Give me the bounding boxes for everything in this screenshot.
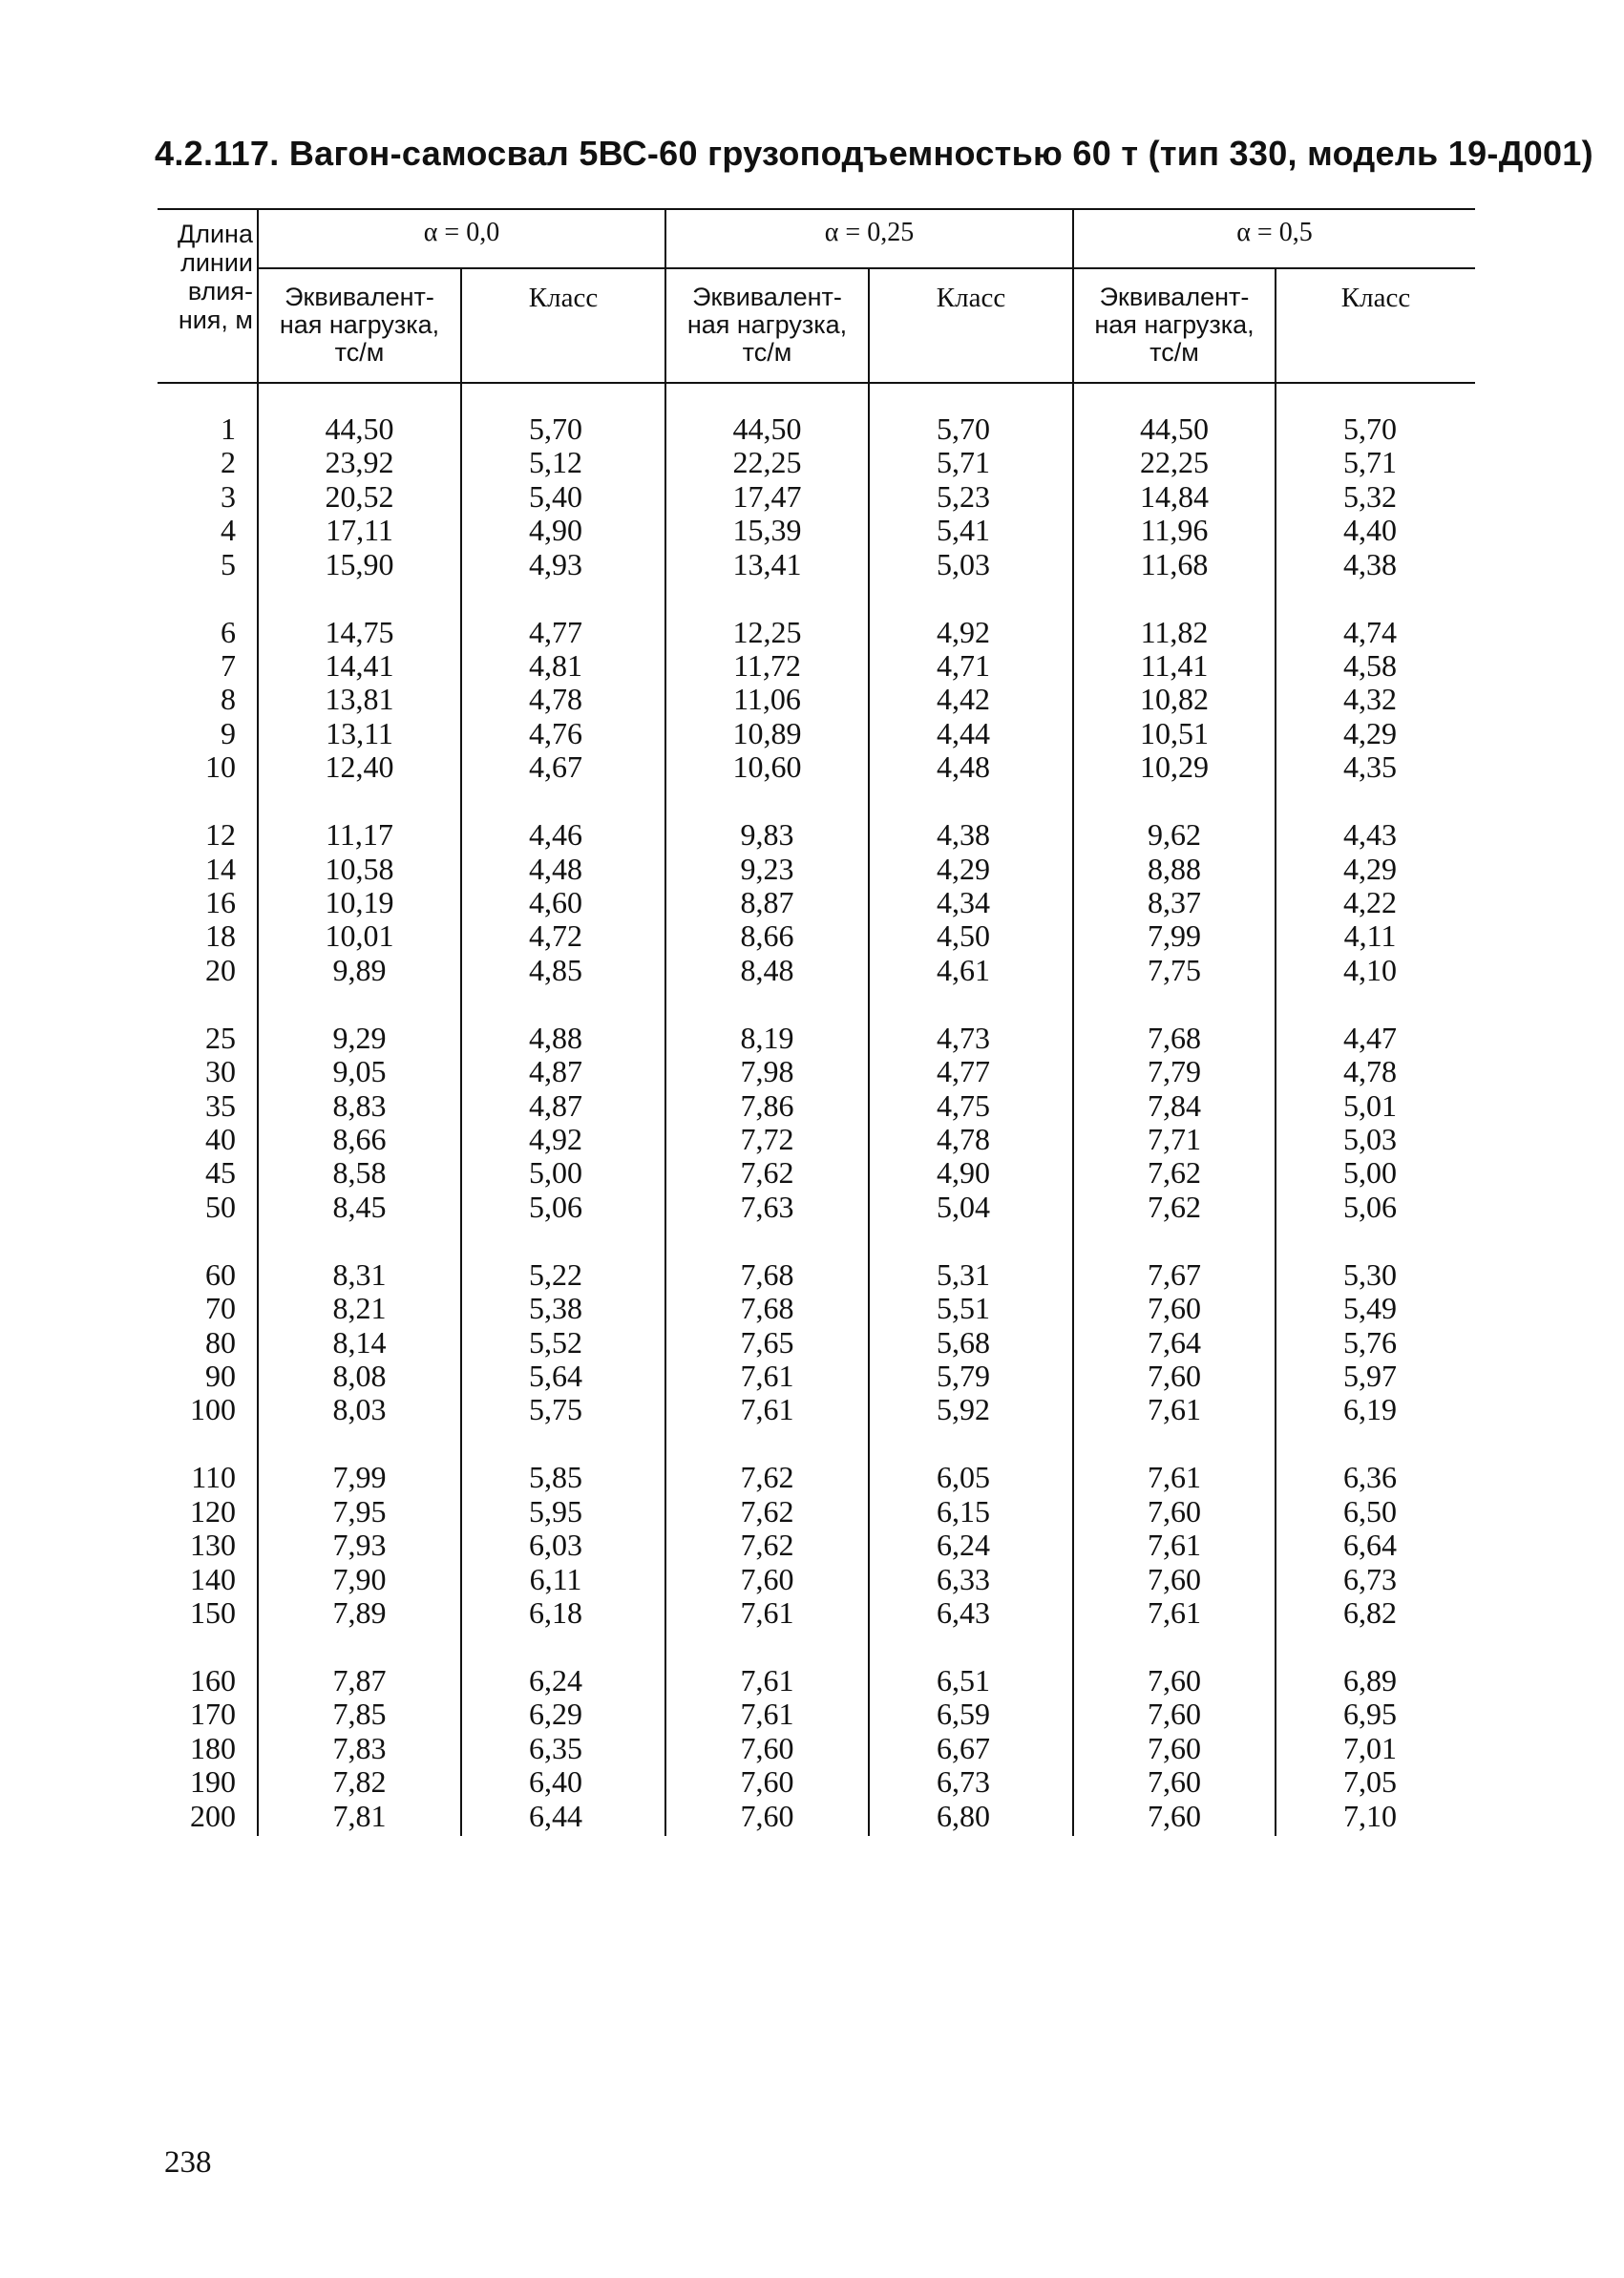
length-cell: 170 [190, 1697, 236, 1732]
equivalent-load-cell: 7,95 [332, 1493, 387, 1529]
equivalent-load-cell: 7,89 [332, 1595, 387, 1630]
equivalent-load-cell: 11,06 [733, 682, 801, 717]
equivalent-load-cell: 7,60 [740, 1798, 794, 1833]
equivalent-load-cell: 22,25 [1140, 445, 1209, 480]
equivalent-load-cell: 7,61 [1148, 1595, 1201, 1630]
header-line: тс/м [742, 338, 792, 367]
class-cell: 6,64 [1343, 1528, 1397, 1563]
equivalent-load-cell: 11,96 [1140, 513, 1209, 548]
equivalent-load-cell: 7,62 [740, 1493, 794, 1529]
class-cell: 4,40 [1343, 513, 1397, 548]
class-cell: 4,29 [1343, 715, 1397, 750]
equivalent-load-cell: 7,61 [740, 1359, 794, 1393]
equivalent-load-cell: 7,86 [740, 1087, 794, 1123]
class-cell: 6,05 [937, 1460, 990, 1495]
equivalent-load-cell: 8,66 [740, 918, 794, 954]
length-cell: 7 [221, 648, 236, 683]
class-cell: 6,24 [529, 1663, 582, 1698]
length-header-line: влия- [187, 277, 253, 306]
equivalent-load-header [259, 284, 460, 367]
class-cell: 5,79 [937, 1359, 990, 1393]
equivalent-load-cell: 7,62 [740, 1155, 794, 1191]
class-header: Класс [528, 283, 599, 313]
equivalent-load-cell: 7,61 [740, 1663, 794, 1698]
equivalent-load-cell: 7,62 [740, 1460, 794, 1495]
class-cell: 4,29 [1343, 851, 1397, 886]
class-cell: 6,40 [529, 1764, 582, 1800]
equivalent-load-cell: 7,61 [1148, 1392, 1201, 1427]
equivalent-load-cell: 7,81 [332, 1798, 387, 1833]
class-cell: 4,90 [529, 513, 582, 548]
header-line: тс/м [334, 338, 385, 367]
length-cell: 16 [205, 885, 236, 919]
class-cell: 4,43 [1343, 817, 1397, 853]
equivalent-load-cell: 7,63 [740, 1189, 794, 1224]
equivalent-load-cell: 7,71 [1148, 1122, 1201, 1156]
class-cell: 4,67 [529, 749, 582, 785]
header-line: Эквивалент- [1099, 283, 1250, 311]
length-header-line: ния, м [178, 306, 253, 334]
equivalent-load-cell: 7,98 [740, 1054, 794, 1089]
equivalent-load-cell: 7,90 [332, 1561, 387, 1596]
equivalent-load-cell: 7,75 [1148, 952, 1201, 987]
alpha-group-header: α = 0,0 [423, 218, 500, 247]
equivalent-load-cell: 7,61 [740, 1595, 794, 1630]
equivalent-load-cell: 8,31 [332, 1256, 387, 1292]
class-cell: 5,49 [1343, 1291, 1397, 1326]
class-cell: 4,81 [529, 648, 582, 683]
class-cell: 5,40 [529, 478, 582, 514]
equivalent-load-cell: 44,50 [732, 411, 802, 446]
equivalent-load-cell: 7,60 [1148, 1798, 1201, 1833]
class-cell: 4,47 [1343, 1020, 1397, 1055]
class-cell: 4,75 [937, 1087, 990, 1123]
class-cell: 4,42 [937, 682, 990, 717]
equivalent-load-cell: 22,25 [732, 445, 802, 480]
equivalent-load-cell: 9,89 [332, 952, 387, 987]
class-cell: 4,71 [937, 648, 990, 683]
equivalent-load-cell: 7,60 [740, 1561, 794, 1596]
class-cell: 5,30 [1343, 1256, 1397, 1292]
equivalent-load-cell: 7,85 [332, 1697, 387, 1732]
equivalent-load-cell: 7,62 [1148, 1189, 1201, 1224]
class-cell: 5,41 [937, 513, 990, 548]
length-cell: 6 [221, 614, 236, 649]
equivalent-load-cell: 7,60 [740, 1764, 794, 1800]
length-cell: 120 [190, 1493, 236, 1529]
length-cell: 160 [190, 1663, 236, 1698]
equivalent-load-cell: 7,60 [1148, 1663, 1201, 1698]
class-cell: 6,73 [1343, 1561, 1397, 1596]
class-cell: 4,48 [529, 851, 582, 886]
length-cell: 100 [190, 1392, 236, 1427]
equivalent-load-cell: 13,81 [325, 682, 394, 717]
class-cell: 5,71 [1343, 445, 1397, 480]
length-cell: 1 [221, 411, 236, 446]
class-cell: 6,89 [1343, 1663, 1397, 1698]
equivalent-load-cell: 8,87 [740, 885, 794, 919]
class-cell: 5,06 [1343, 1189, 1397, 1224]
class-cell: 5,75 [529, 1392, 582, 1427]
page-number: 238 [164, 2145, 212, 2180]
class-cell: 5,68 [937, 1324, 990, 1360]
class-cell: 4,44 [937, 715, 990, 750]
equivalent-load-cell: 10,58 [325, 851, 394, 886]
page-title: 4.2.117. Вагон-самосвал 5ВС-60 грузоподъемностью 60 т (тип 330, модель 19-Д001) [155, 134, 1593, 173]
class-cell: 6,82 [1343, 1595, 1397, 1630]
equivalent-load-cell: 7,65 [740, 1324, 794, 1360]
equivalent-load-cell: 7,64 [1148, 1324, 1201, 1360]
class-cell: 5,76 [1343, 1324, 1397, 1360]
class-cell: 6,43 [937, 1595, 990, 1630]
class-cell: 4,87 [529, 1054, 582, 1089]
length-cell: 40 [205, 1122, 236, 1156]
equivalent-load-cell: 10,19 [325, 885, 394, 919]
equivalent-load-cell: 8,88 [1148, 851, 1201, 886]
length-header [158, 220, 253, 334]
class-cell: 4,76 [529, 715, 582, 750]
header-bottom-rule [158, 382, 1475, 384]
length-cell: 8 [221, 682, 236, 717]
alpha-group-header: α = 0,25 [824, 218, 915, 247]
class-cell: 4,77 [529, 614, 582, 649]
equivalent-load-cell: 8,66 [332, 1122, 387, 1156]
equivalent-load-cell: 12,25 [732, 614, 802, 649]
class-cell: 4,85 [529, 952, 582, 987]
equivalent-load-cell: 7,93 [332, 1528, 387, 1563]
length-cell: 130 [190, 1528, 236, 1563]
class-cell: 4,48 [937, 749, 990, 785]
equivalent-load-cell: 14,84 [1140, 478, 1209, 514]
equivalent-load-cell: 7,79 [1148, 1054, 1201, 1089]
equivalent-load-cell: 7,60 [740, 1730, 794, 1765]
class-cell: 6,11 [529, 1561, 582, 1596]
length-cell: 140 [190, 1561, 236, 1596]
header-line: тс/м [1149, 338, 1199, 367]
class-cell: 5,12 [529, 445, 582, 480]
equivalent-load-cell: 7,60 [1148, 1764, 1201, 1800]
equivalent-load-cell: 10,89 [732, 715, 802, 750]
length-cell: 80 [205, 1324, 236, 1360]
equivalent-load-cell: 7,61 [740, 1697, 794, 1732]
length-cell: 20 [205, 952, 236, 987]
class-cell: 7,05 [1343, 1764, 1397, 1800]
class-cell: 5,22 [529, 1256, 582, 1292]
equivalent-load-cell: 10,51 [1140, 715, 1209, 750]
length-cell: 9 [221, 715, 236, 750]
length-cell: 25 [205, 1020, 236, 1055]
class-cell: 4,61 [937, 952, 990, 987]
length-cell: 3 [221, 478, 236, 514]
class-cell: 6,29 [529, 1697, 582, 1732]
class-cell: 4,73 [937, 1020, 990, 1055]
equivalent-load-cell: 8,03 [332, 1392, 387, 1427]
equivalent-load-cell: 44,50 [1140, 411, 1209, 446]
length-cell: 190 [190, 1764, 236, 1800]
class-cell: 6,18 [529, 1595, 582, 1630]
header-line: Эквивалент- [692, 283, 842, 311]
class-cell: 5,52 [529, 1324, 582, 1360]
class-cell: 6,51 [937, 1663, 990, 1698]
class-cell: 5,00 [1343, 1155, 1397, 1191]
equivalent-load-cell: 10,01 [325, 918, 394, 954]
equivalent-load-cell: 7,60 [1148, 1493, 1201, 1529]
class-cell: 4,11 [1343, 918, 1397, 954]
class-cell: 4,77 [937, 1054, 990, 1089]
class-cell: 6,95 [1343, 1697, 1397, 1732]
class-cell: 5,64 [529, 1359, 582, 1393]
length-cell: 200 [190, 1798, 236, 1833]
equivalent-load-cell: 8,83 [332, 1087, 387, 1123]
class-cell: 4,32 [1343, 682, 1397, 717]
equivalent-load-cell: 15,39 [732, 513, 802, 548]
class-cell: 4,93 [529, 546, 582, 581]
class-cell: 4,72 [529, 918, 582, 954]
class-cell: 5,03 [1343, 1122, 1397, 1156]
class-cell: 4,87 [529, 1087, 582, 1123]
class-cell: 6,35 [529, 1730, 582, 1765]
equivalent-load-cell: 8,37 [1148, 885, 1201, 919]
class-cell: 5,51 [937, 1291, 990, 1326]
length-header-line: Длина [177, 220, 253, 248]
header-line: ная нагрузка, [279, 310, 440, 339]
class-cell: 6,50 [1343, 1493, 1397, 1529]
equivalent-load-cell: 7,68 [1148, 1020, 1201, 1055]
equivalent-load-cell: 7,68 [740, 1256, 794, 1292]
class-cell: 5,32 [1343, 478, 1397, 514]
length-cell: 12 [205, 817, 236, 853]
equivalent-load-cell: 7,99 [332, 1460, 387, 1495]
length-cell: 5 [221, 546, 236, 581]
equivalent-load-cell: 8,48 [740, 952, 794, 987]
table-top-rule [158, 208, 1475, 210]
equivalent-load-cell: 7,61 [1148, 1460, 1201, 1495]
class-cell: 5,95 [529, 1493, 582, 1529]
equivalent-load-cell: 7,62 [740, 1528, 794, 1563]
class-cell: 6,36 [1343, 1460, 1397, 1495]
length-cell: 150 [190, 1595, 236, 1630]
class-cell: 5,23 [937, 478, 990, 514]
equivalent-load-cell: 12,40 [325, 749, 394, 785]
equivalent-load-cell: 23,92 [325, 445, 394, 480]
equivalent-load-cell: 11,41 [1140, 648, 1209, 683]
equivalent-load-cell: 10,29 [1140, 749, 1209, 785]
length-cell: 10 [205, 749, 236, 785]
class-cell: 4,22 [1343, 885, 1397, 919]
equivalent-load-cell: 7,82 [332, 1764, 387, 1800]
equivalent-load-cell: 11,72 [733, 648, 801, 683]
class-cell: 5,70 [1343, 411, 1397, 446]
class-cell: 5,04 [937, 1189, 990, 1224]
class-cell: 5,70 [529, 411, 582, 446]
equivalent-load-cell: 7,61 [740, 1392, 794, 1427]
length-cell: 18 [205, 918, 236, 954]
alpha-group-header: α = 0,5 [1236, 218, 1313, 247]
class-cell: 6,44 [529, 1798, 582, 1833]
class-cell: 4,38 [937, 817, 990, 853]
class-cell: 6,19 [1343, 1392, 1397, 1427]
equivalent-load-cell: 7,84 [1148, 1087, 1201, 1123]
equivalent-load-cell: 7,60 [1148, 1730, 1201, 1765]
class-header: Класс [936, 283, 1006, 313]
equivalent-load-cell: 9,62 [1148, 817, 1201, 853]
class-cell: 6,15 [937, 1493, 990, 1529]
class-cell: 4,90 [937, 1155, 990, 1191]
equivalent-load-cell: 7,68 [740, 1291, 794, 1326]
equivalent-load-cell: 14,75 [325, 614, 394, 649]
class-cell: 7,01 [1343, 1730, 1397, 1765]
equivalent-load-cell: 17,11 [326, 513, 393, 548]
equivalent-load-cell: 7,60 [1148, 1359, 1201, 1393]
length-cell: 60 [205, 1256, 236, 1292]
class-header: Класс [1340, 283, 1411, 313]
length-cell: 90 [205, 1359, 236, 1393]
class-cell: 4,78 [1343, 1054, 1397, 1089]
class-cell: 6,24 [937, 1528, 990, 1563]
equivalent-load-cell: 10,60 [732, 749, 802, 785]
class-cell: 5,70 [937, 411, 990, 446]
equivalent-load-cell: 11,68 [1140, 546, 1209, 581]
length-cell: 180 [190, 1730, 236, 1765]
equivalent-load-cell: 17,47 [732, 478, 802, 514]
class-cell: 5,06 [529, 1189, 582, 1224]
header-line: ная нагрузка, [1094, 310, 1255, 339]
alpha-divider-rule [258, 267, 1475, 269]
equivalent-load-cell: 9,83 [740, 817, 794, 853]
class-cell: 5,01 [1343, 1087, 1397, 1123]
class-cell: 7,10 [1343, 1798, 1397, 1833]
class-cell: 6,67 [937, 1730, 990, 1765]
length-cell: 70 [205, 1291, 236, 1326]
equivalent-load-cell: 8,14 [332, 1324, 387, 1360]
class-cell: 5,31 [937, 1256, 990, 1292]
equivalent-load-cell: 7,61 [1148, 1528, 1201, 1563]
class-cell: 4,46 [529, 817, 582, 853]
equivalent-load-cell: 13,41 [732, 546, 802, 581]
class-cell: 4,88 [529, 1020, 582, 1055]
equivalent-load-cell: 7,87 [332, 1663, 387, 1698]
equivalent-load-header [1074, 284, 1275, 367]
class-cell: 4,58 [1343, 648, 1397, 683]
header-line: Эквивалент- [285, 283, 434, 311]
length-cell: 110 [191, 1460, 236, 1495]
class-cell: 5,00 [529, 1155, 582, 1191]
length-header-line: линии [180, 248, 253, 277]
header-line: ная нагрузка, [686, 310, 848, 339]
class-cell: 4,92 [529, 1122, 582, 1156]
class-cell: 4,34 [937, 885, 990, 919]
length-cell: 35 [205, 1087, 236, 1123]
equivalent-load-cell: 7,99 [1148, 918, 1201, 954]
equivalent-load-cell: 7,60 [1148, 1561, 1201, 1596]
equivalent-load-cell: 7,83 [332, 1730, 387, 1765]
class-cell: 6,80 [937, 1798, 990, 1833]
equivalent-load-cell: 13,11 [326, 715, 393, 750]
length-cell: 4 [221, 513, 236, 548]
class-cell: 5,38 [529, 1291, 582, 1326]
equivalent-load-cell: 10,82 [1140, 682, 1209, 717]
equivalent-load-cell: 9,29 [332, 1020, 387, 1055]
equivalent-load-cell: 8,08 [332, 1359, 387, 1393]
class-cell: 4,50 [937, 918, 990, 954]
equivalent-load-cell: 20,52 [325, 478, 394, 514]
class-cell: 4,78 [529, 682, 582, 717]
class-cell: 4,60 [529, 885, 582, 919]
length-cell: 30 [205, 1054, 236, 1089]
equivalent-load-cell: 7,67 [1148, 1256, 1201, 1292]
class-cell: 5,85 [529, 1460, 582, 1495]
equivalent-load-cell: 9,05 [332, 1054, 387, 1089]
equivalent-load-cell: 11,17 [326, 817, 393, 853]
equivalent-load-cell: 7,60 [1148, 1291, 1201, 1326]
class-cell: 6,73 [937, 1764, 990, 1800]
class-cell: 4,92 [937, 614, 990, 649]
length-cell: 14 [205, 851, 236, 886]
class-cell: 6,59 [937, 1697, 990, 1732]
class-cell: 5,71 [937, 445, 990, 480]
length-cell: 50 [205, 1189, 236, 1224]
class-cell: 4,74 [1343, 614, 1397, 649]
class-cell: 4,78 [937, 1122, 990, 1156]
equivalent-load-cell: 9,23 [740, 851, 794, 886]
class-cell: 6,33 [937, 1561, 990, 1596]
class-cell: 5,92 [937, 1392, 990, 1427]
equivalent-load-header [666, 284, 868, 367]
equivalent-load-cell: 11,82 [1140, 614, 1209, 649]
equivalent-load-cell: 7,60 [1148, 1697, 1201, 1732]
class-cell: 6,03 [529, 1528, 582, 1563]
length-cell: 45 [205, 1155, 236, 1191]
equivalent-load-cell: 8,19 [740, 1020, 794, 1055]
equivalent-load-cell: 44,50 [325, 411, 394, 446]
class-cell: 4,35 [1343, 749, 1397, 785]
class-cell: 4,10 [1343, 952, 1397, 987]
length-cell: 2 [221, 445, 236, 480]
class-cell: 5,97 [1343, 1359, 1397, 1393]
equivalent-load-cell: 14,41 [325, 648, 394, 683]
equivalent-load-cell: 7,72 [740, 1122, 794, 1156]
equivalent-load-cell: 8,45 [332, 1189, 387, 1224]
class-cell: 5,03 [937, 546, 990, 581]
equivalent-load-cell: 8,21 [332, 1291, 387, 1326]
equivalent-load-cell: 7,62 [1148, 1155, 1201, 1191]
equivalent-load-cell: 8,58 [332, 1155, 387, 1191]
class-cell: 4,29 [937, 851, 990, 886]
class-cell: 4,38 [1343, 546, 1397, 581]
equivalent-load-cell: 15,90 [325, 546, 394, 581]
